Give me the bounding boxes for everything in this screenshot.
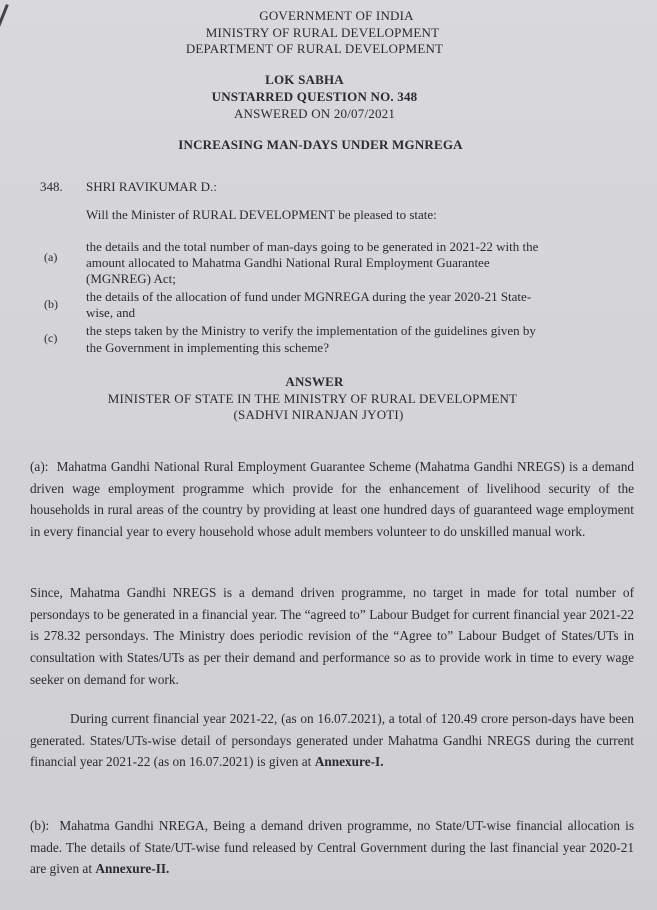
house-name: LOK SABHA (265, 72, 344, 87)
header-department: DEPARTMENT OF RURAL DEVELOPMENT (185, 41, 444, 56)
answer-part-b (30, 815, 634, 880)
answer-part-b-label: (b): (30, 818, 50, 833)
answer-minister-name: (SADHVI NIRANJAN JYOTI) (233, 407, 404, 422)
answer-part-b-text: Mahatma Gandhi NREGA, Being a demand driven programme, no State/UT-wise financial allocation is made. The details of State/UT-wise fund released by Central Government during the last financial year 2020-21 are given at (30, 818, 634, 877)
answer-heading: ANSWER (285, 374, 344, 389)
part-a-label: (a) (44, 250, 58, 264)
question-subject: INCREASING MAN-DAYS UNDER MGNREGA (178, 137, 463, 152)
part-a-line3: (MGNREG) Act; (86, 271, 176, 286)
part-b-label: (b) (44, 297, 58, 311)
annexure-1-ref: Annexure-I. (314, 754, 384, 770)
part-a-line1: the details and the total number of man-days going to be generated in 2021-22 with the (86, 239, 539, 254)
question-serial: 348. (40, 179, 63, 194)
question-intro: Will the Minister of RURAL DEVELOPMENT be pleased to state: (86, 207, 437, 222)
answer-paragraph-2: Since, Mahatma Gandhi NREGS is a demand driven programme, no target in made for total number of persondays to be generated in a financial year. The “agreed to” Labour Budget for current financial year 2021-22 is 278.32 persondays. The Ministry does periodic revision of the “Agree to” Labour Budget of States/UTs in consultation with States/UTs as per their demand and performance so as to provide work in time to every wage seeker on demand for work. (30, 585, 634, 687)
part-b-line1: the details of the allocation of fund under MGNREGA during the year 2020-21 State- (86, 289, 532, 304)
part-c-line1: the steps taken by the Ministry to verify the implementation of the guidelines given by (86, 323, 536, 338)
question-number: UNSTARRED QUESTION NO. 348 (211, 89, 418, 104)
answer-part-a (30, 456, 634, 543)
annexure-2-ref: Annexure-II. (95, 861, 170, 877)
part-a-line2: amount allocated to Mahatma Gandhi National Rural Employment Guarantee (86, 255, 490, 270)
part-b-line2: wise, and (86, 305, 136, 320)
answer-paragraph-3 (30, 708, 634, 773)
answer-part-a-text: Mahatma Gandhi National Rural Employment Guarantee Scheme (Mahatma Gandhi NREGS) is a demand driven wage employment programme which provide for the enhancement of livelihood security of the households in rural areas of the country by providing at least one hundred days of guaranteed wage employment in every financial year to every household whose adult members volunteer to do unskilled manual work. (30, 459, 635, 540)
member-name: SHRI RAVIKUMAR D.: (86, 179, 217, 194)
part-c-label: (c) (44, 331, 58, 345)
part-c-line2: the Government in implementing this scheme? (86, 340, 329, 355)
answer-paragraph-3-text: During current financial year 2021-22, (as on 16.07.2021), a total of 120.49 crore person-days have been generated. States/UTs-wise detail of persondays generated under Mahatma Gandhi NREGS during the current financial year 2021-22 (as on 16.07.2021) is given at (30, 711, 634, 770)
answer-minister: MINISTER OF STATE IN THE MINISTRY OF RURAL DEVELOPMENT (107, 391, 518, 406)
header-government: GOVERNMENT OF INDIA (259, 8, 414, 23)
answer-part-a-label: (a): (30, 459, 49, 474)
header-ministry: MINISTRY OF RURAL DEVELOPMENT (205, 25, 440, 40)
answered-date: ANSWERED ON 20/07/2021 (233, 106, 396, 121)
